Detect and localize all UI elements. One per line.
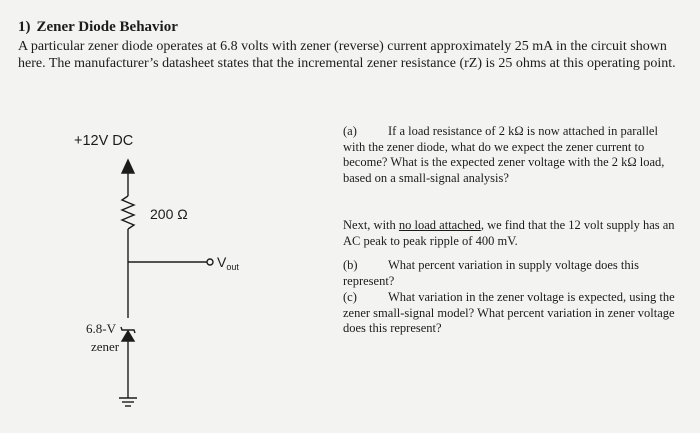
ripple-pre: Next, with [343, 218, 399, 232]
question-b-tag: (b) [343, 258, 358, 272]
zener-label: zener [91, 339, 120, 354]
problem-intro: A particular zener diode operates at 6.8 volts with zener (reverse) current approximately 25 mA in the circuit shown here. The manufacturer’s datasheet states that the incremental zener resistance (rZ) is 25 ohms at this operating point. [18, 39, 676, 71]
ripple-underline: no load attached [398, 218, 481, 232]
resistor-icon [122, 196, 134, 229]
output-terminal-icon [207, 259, 213, 265]
question-a-tag: (a) [343, 124, 357, 138]
circuit-diagram [0, 0, 330, 433]
question-b-text: What percent variation in supply voltage does this represent? [343, 258, 639, 288]
question-c-tag: (c) [343, 290, 357, 304]
question-b [343, 258, 683, 289]
vout-sub: out [226, 262, 239, 272]
problem-number: 1) [18, 19, 31, 35]
zener-diode-icon [122, 331, 134, 341]
ripple-statement [343, 218, 683, 249]
question-a-text: If a load resistance of 2 kΩ is now attached in parallel with the zener diode, what do we expect the zener current to become? What is the expected zener voltage with the 2 kΩ load, based on a small-signal analysis? [343, 124, 665, 185]
resistor-label: 200 Ω [150, 206, 188, 222]
question-c-text: What variation in the zener voltage is expected, using the zener small-signal model? What percent variation in zener voltage does this represent? [343, 290, 675, 335]
vout-label [217, 254, 239, 272]
problem-title-text: Zener Diode Behavior [36, 19, 178, 35]
ripple-post: , we find that the 12 volt supply has an AC peak to peak ripple of 400 mV. [343, 218, 675, 248]
supply-label: +12V DC [74, 133, 134, 149]
question-c [343, 290, 683, 337]
question-a [343, 124, 683, 186]
zener-voltage-label: 6.8-V [86, 321, 116, 336]
vout-main: V [217, 254, 227, 270]
